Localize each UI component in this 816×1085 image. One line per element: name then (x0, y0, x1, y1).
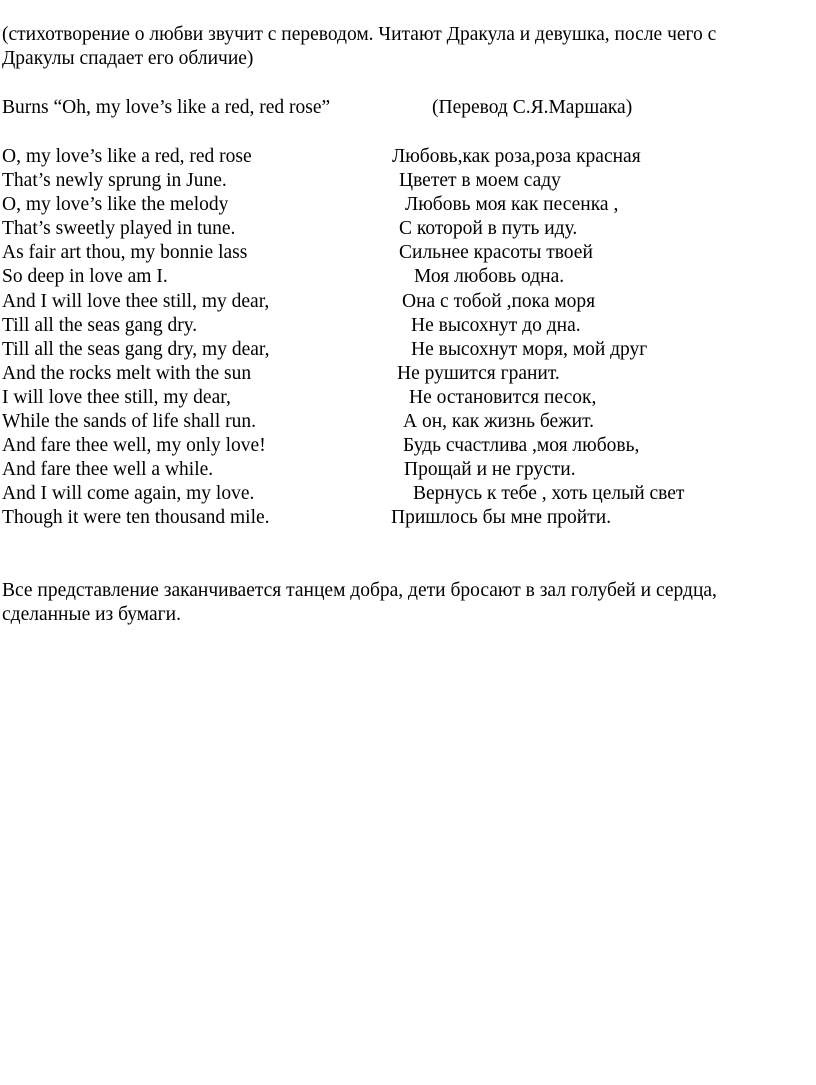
poem-line-russian: Моя любовь одна. (414, 266, 565, 288)
poem-line (2, 265, 802, 289)
poem-line-russian: Не высохнут моря, мой друг (411, 338, 648, 360)
poem-line-russian: Прощай и не грусти. (404, 459, 576, 481)
poem-line-russian: Будь счастлива ,моя любовь, (403, 435, 640, 457)
poem-block (2, 145, 802, 531)
poem-line-russian: А он, как жизнь бежит. (403, 411, 595, 433)
poem-line-english: And the rocks melt with the sun (2, 362, 252, 384)
poem-line (2, 434, 802, 458)
poem-title-original: Burns “Oh, my love’s like a red, red rose” (2, 97, 331, 118)
poem-line-russian: Не высохнут до дна. (411, 314, 581, 336)
poem-title-row (2, 96, 802, 120)
poem-line-english: O, my love’s like a red, red rose (2, 146, 252, 167)
poem-line-russian: Цветет в моем саду (399, 170, 561, 192)
poem-line (2, 193, 802, 217)
poem-line-russian: Она с тобой ,пока моря (402, 290, 596, 312)
poem-line-english: And I will come again, my love. (2, 483, 255, 505)
intro-line-1: (стихотворение о любви звучит с переводом. Читают Дракула и девушка, после чего с (2, 24, 717, 45)
poem-line-english: As fair art thou, my bonnie lass (2, 242, 248, 264)
outro-paragraph (2, 579, 802, 627)
poem-line-english: Though it were ten thousand mile. (2, 507, 270, 529)
poem-line-english: Till all the seas gang dry. (2, 314, 198, 336)
poem-line (2, 338, 802, 362)
poem-line (2, 386, 802, 410)
poem-line (2, 290, 802, 314)
poem-line-english: And fare thee well a while. (2, 459, 214, 481)
intro-line-2: Дракулы спадает его обличие) (2, 48, 254, 69)
outro-line-2: сделанные из бумаги. (2, 604, 181, 625)
poem-line (2, 169, 802, 193)
poem-line (2, 241, 802, 265)
poem-line-english: And I will love thee still, my dear, (2, 290, 270, 312)
intro-paragraph (2, 23, 802, 71)
poem-line-english: O, my love’s like the melody (2, 194, 229, 216)
poem-line-english: That’s newly sprung in June. (2, 170, 227, 192)
poem-line (2, 217, 802, 241)
poem-line (2, 506, 802, 530)
poem-line-english: And fare thee well, my only love! (2, 435, 266, 457)
poem-line-english: I will love thee still, my dear, (2, 386, 231, 408)
poem-line (2, 410, 802, 434)
poem-line-russian: Пришлось бы мне пройти. (391, 507, 612, 529)
poem-line-russian: С которой в путь иду. (399, 218, 578, 240)
poem-line-english: So deep in love am I. (2, 266, 168, 288)
poem-line-english: Till all the seas gang dry, my dear, (2, 338, 270, 360)
poem-line-russian: Любовь,как роза,роза красная (392, 146, 641, 167)
poem-line-english: That’s sweetly played in tune. (2, 218, 236, 240)
poem-line-russian: Не остановится песок, (409, 386, 597, 408)
poem-line (2, 482, 802, 506)
poem-title-translation: (Перевод С.Я.Маршака) (432, 97, 633, 118)
poem-line-russian: Вернусь к тебе , хоть целый свет (413, 483, 685, 505)
poem-line (2, 362, 802, 386)
poem-line-russian: Любовь моя как песенка , (405, 194, 619, 216)
poem-line-russian: Сильнее красоты твоей (399, 242, 593, 264)
outro-line-1: Все представление заканчивается танцем добра, дети бросают в зал голубей и сердца, (2, 580, 717, 601)
poem-line (2, 145, 802, 169)
poem-line (2, 314, 802, 338)
poem-line-english: While the sands of life shall run. (2, 411, 256, 433)
poem-line-russian: Не рушится гранит. (397, 362, 560, 384)
poem-line (2, 458, 802, 482)
